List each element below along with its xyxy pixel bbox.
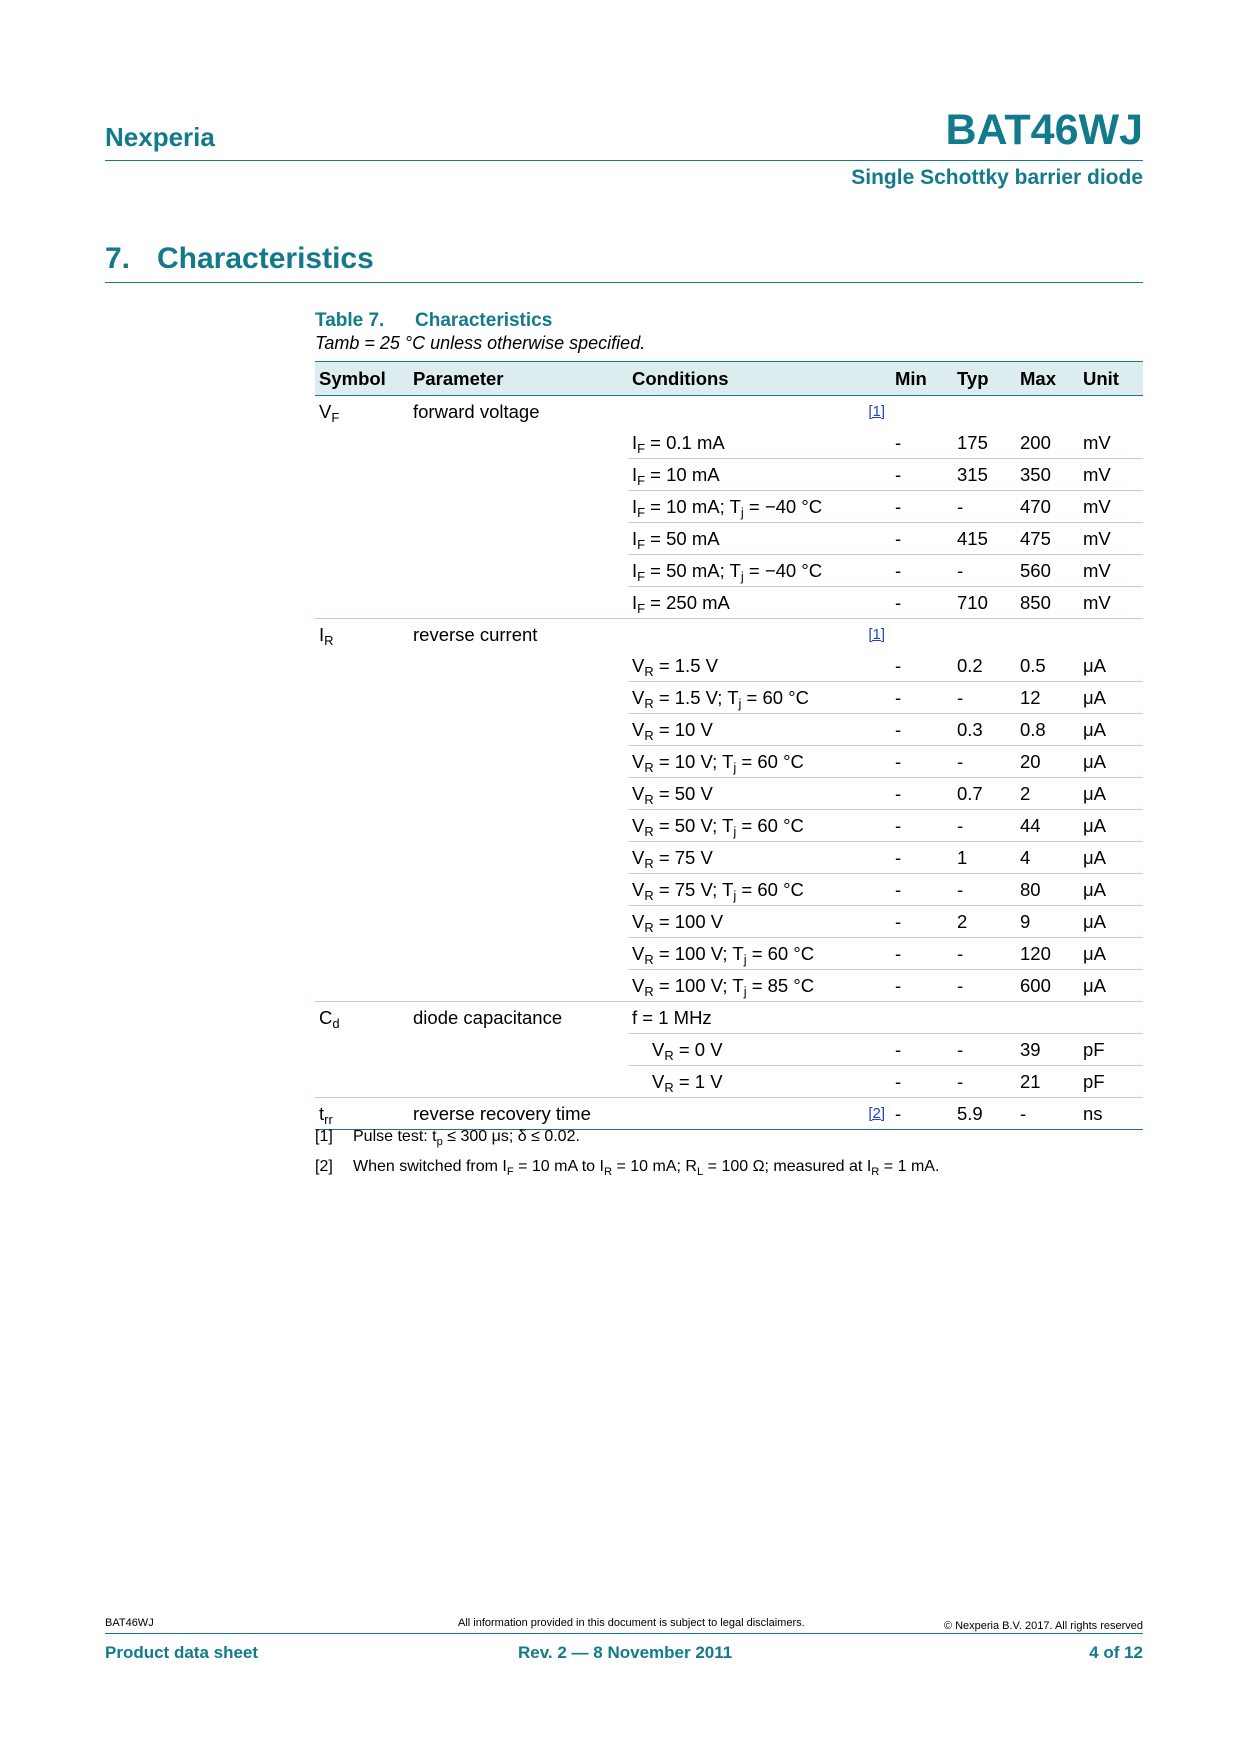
section-title: Characteristics <box>157 242 374 275</box>
min-cell: - <box>891 842 953 874</box>
max-cell: 560 <box>1016 555 1079 587</box>
table-row <box>315 491 1143 523</box>
min-cell: - <box>891 491 953 523</box>
section-divider <box>105 282 1143 283</box>
table-title: Characteristics <box>415 310 553 331</box>
footer-revision: Rev. 2 — 8 November 2011 <box>518 1643 733 1662</box>
typ-cell: 0.2 <box>953 650 1016 682</box>
unit-cell: mV <box>1079 459 1143 491</box>
header-divider <box>105 160 1143 161</box>
max-cell: 0.8 <box>1016 714 1079 746</box>
col-header-parameter: Parameter <box>409 362 628 396</box>
conditions-cell <box>628 619 891 651</box>
max-cell: 44 <box>1016 810 1079 842</box>
max-cell: 350 <box>1016 459 1079 491</box>
min-cell: - <box>895 974 902 996</box>
unit-cell: μA <box>1079 906 1143 938</box>
section-heading <box>105 242 374 276</box>
min-cell: - <box>891 810 953 842</box>
table-row <box>315 714 1143 746</box>
min-cell: - <box>891 1098 953 1130</box>
max-cell: 21 <box>1020 1070 1041 1092</box>
parameter-cell: reverse recovery time <box>409 1098 628 1130</box>
parameter-cell: forward voltage <box>409 396 628 428</box>
condition-cell: $V_R = 100$ V; $T_j = 60$ °C <box>628 938 891 970</box>
typ-cell: - <box>953 938 1016 970</box>
condition-cell: $V_R = 10$ V <box>628 714 891 746</box>
typ-cell: - <box>953 874 1016 906</box>
col-header-symbol: Symbol <box>315 362 409 396</box>
parameter-cell: reverse current <box>409 619 628 651</box>
table-row <box>315 459 1143 491</box>
min-cell: - <box>891 427 953 459</box>
footnote-link-1[interactable]: [1] <box>868 626 885 643</box>
max-cell: 200 <box>1016 427 1079 459</box>
typ-cell: - <box>953 682 1016 714</box>
conditions-cell <box>628 1098 891 1130</box>
footnote-label: [2] <box>315 1158 333 1175</box>
condition-cell: $V_R = 50$ V <box>628 778 891 810</box>
footnote-text: When switched from $I_F = 10$ mA to $I_R = 10$ mA; $R_L = 100$ Ω; measured at $I_R = 1$ mA. <box>353 1158 940 1178</box>
max-cell: 470 <box>1016 491 1079 523</box>
min-cell: - <box>891 682 953 714</box>
condition-cell: $V_R = 75$ V <box>628 842 891 874</box>
footnote-2 <box>315 1158 939 1188</box>
unit-cell: μA <box>1079 778 1143 810</box>
max-cell: 600 <box>1020 974 1051 996</box>
min-cell: - <box>891 555 953 587</box>
unit-cell: μA <box>1079 874 1143 906</box>
table-caption <box>315 310 552 332</box>
typ-cell: 1 <box>953 842 1016 874</box>
typ-cell: 710 <box>957 591 988 613</box>
parameter-cell: diode capacitance <box>409 1002 628 1034</box>
table-row <box>315 810 1143 842</box>
table-row <box>315 682 1143 714</box>
condition-cell: $V_R = 1.5$ V; $T_j = 60$ °C <box>628 682 891 714</box>
table-row <box>315 874 1143 906</box>
brand-name: Nexperia <box>105 122 215 152</box>
max-cell: 0.5 <box>1016 650 1079 682</box>
min-cell: - <box>891 523 953 555</box>
condition-cell: $V_R = 1$ V <box>652 1070 723 1095</box>
typ-cell: 0.3 <box>953 714 1016 746</box>
symbol-cell: $C_d$ <box>315 1002 409 1034</box>
condition-cell: $I_F = 50$ mA; $T_j = -40$ °C <box>628 555 891 587</box>
table-row <box>315 1066 1143 1098</box>
unit-cell: μA <box>1079 842 1143 874</box>
condition-cell: $V_R = 10$ V; $T_j = 60$ °C <box>628 746 891 778</box>
typ-cell: 415 <box>953 523 1016 555</box>
footer-copyright: © Nexperia B.V. 2017. All rights reserved <box>943 1620 1143 1632</box>
footnote-label: [1] <box>315 1128 333 1145</box>
unit-cell: μA <box>1083 974 1106 996</box>
symbol-cell: $t_{rr}$ <box>315 1098 409 1130</box>
condition-cell: $I_F = 0.1$ mA <box>628 427 891 459</box>
table-row <box>315 938 1143 970</box>
typ-cell: 5.9 <box>953 1098 1016 1130</box>
document-title: BAT46WJ <box>945 106 1143 154</box>
max-cell: 12 <box>1016 682 1079 714</box>
table-row <box>315 906 1143 938</box>
footer-disclaimer: All information provided in this document is subject to legal disclaimers. <box>458 1617 805 1629</box>
min-cell: - <box>891 714 953 746</box>
table-row <box>315 778 1143 810</box>
condition-cell: $I_F = 10$ mA <box>628 459 891 491</box>
unit-cell: μA <box>1079 810 1143 842</box>
max-cell: 120 <box>1016 938 1079 970</box>
symbol-cell: $V_F$ <box>315 396 409 428</box>
table-footnotes <box>315 1128 939 1188</box>
col-header-min: Min <box>891 362 953 396</box>
typ-cell: - <box>953 746 1016 778</box>
min-cell: - <box>891 778 953 810</box>
unit-cell: μA <box>1079 714 1143 746</box>
table-header-row <box>315 362 1143 396</box>
table-row <box>315 650 1143 682</box>
table-row <box>315 427 1143 459</box>
characteristics-table <box>315 361 1143 1130</box>
min-cell: - <box>891 459 953 491</box>
footnote-1 <box>315 1128 939 1158</box>
max-cell: 9 <box>1016 906 1079 938</box>
min-cell: - <box>891 874 953 906</box>
typ-cell: - <box>953 1034 1016 1066</box>
unit-cell: μA <box>1079 650 1143 682</box>
condition-cell: $I_F = 10$ mA; $T_j = -40$ °C <box>628 491 891 523</box>
footer-divider <box>105 1633 1143 1634</box>
max-cell: 850 <box>1020 591 1051 613</box>
unit-cell: mV <box>1079 427 1143 459</box>
table-condition-note: Tamb = 25 °C unless otherwise specified. <box>315 333 646 353</box>
table-row <box>315 842 1143 874</box>
table-row <box>315 1002 1143 1034</box>
condition-cell: $V_R = 100$ V <box>628 906 891 938</box>
footnote-link-2[interactable]: [2] <box>868 1105 885 1122</box>
footer-page-number: 4 of 12 <box>1089 1643 1143 1662</box>
typ-cell: - <box>957 1070 964 1092</box>
max-cell: 39 <box>1016 1034 1079 1066</box>
conditions-cell <box>628 396 891 428</box>
table-row <box>315 555 1143 587</box>
unit-cell: mV <box>1079 555 1143 587</box>
unit-cell: ns <box>1079 1098 1143 1130</box>
table-row <box>315 1034 1143 1066</box>
table-number: Table 7. <box>315 310 385 331</box>
table-row <box>315 396 1143 428</box>
min-cell: - <box>891 938 953 970</box>
condition-cell: $I_F = 250$ mA <box>632 591 730 616</box>
unit-cell: μA <box>1079 746 1143 778</box>
min-cell: - <box>891 1034 953 1066</box>
max-cell: 80 <box>1016 874 1079 906</box>
typ-cell: 0.7 <box>953 778 1016 810</box>
min-cell: - <box>891 906 953 938</box>
unit-cell: mV <box>1079 523 1143 555</box>
typ-cell: - <box>953 555 1016 587</box>
typ-cell: 175 <box>953 427 1016 459</box>
footnote-text: Pulse test: $t_p \le 300$ μs; δ ≤ 0.02. <box>353 1128 580 1148</box>
max-cell: 2 <box>1016 778 1079 810</box>
unit-cell: mV <box>1083 591 1111 613</box>
typ-cell: 2 <box>953 906 1016 938</box>
max-cell: - <box>1016 1098 1079 1130</box>
min-cell: - <box>891 650 953 682</box>
condition-cell: $V_R = 1.5$ V <box>628 650 891 682</box>
footnote-link-1[interactable]: [1] <box>868 403 885 420</box>
unit-cell: μA <box>1079 938 1143 970</box>
typ-cell: - <box>953 491 1016 523</box>
unit-cell: mV <box>1079 491 1143 523</box>
min-cell: - <box>891 746 953 778</box>
min-cell: - <box>895 591 902 613</box>
condition-cell: $V_R = 0$ V <box>628 1034 891 1066</box>
table-row <box>315 523 1143 555</box>
conditions-cell: f = 1 MHz <box>628 1002 891 1034</box>
condition-cell: $I_F = 50$ mA <box>628 523 891 555</box>
symbol-cell: $I_R$ <box>315 619 409 651</box>
table-row <box>315 970 1143 1002</box>
footer-doc-id: BAT46WJ <box>105 1617 154 1629</box>
condition-cell: $V_R = 100$ V; $T_j = 85$ °C <box>632 974 815 999</box>
max-cell: 4 <box>1016 842 1079 874</box>
col-header-max: Max <box>1016 362 1079 396</box>
condition-cell: $V_R = 50$ V; $T_j = 60$ °C <box>628 810 891 842</box>
condition-cell: $V_R = 75$ V; $T_j = 60$ °C <box>628 874 891 906</box>
col-header-typ: Typ <box>953 362 1016 396</box>
section-number: 7. <box>105 242 131 275</box>
col-header-conditions: Conditions <box>628 362 891 396</box>
table-row <box>315 1098 1143 1130</box>
unit-cell: pF <box>1083 1070 1105 1092</box>
typ-cell: - <box>953 810 1016 842</box>
min-cell: - <box>895 1070 902 1092</box>
typ-cell: 315 <box>953 459 1016 491</box>
unit-cell: μA <box>1079 682 1143 714</box>
typ-cell: - <box>957 974 964 996</box>
col-header-unit: Unit <box>1079 362 1143 396</box>
footer-doc-type: Product data sheet <box>105 1643 259 1662</box>
document-subtitle: Single Schottky barrier diode <box>851 166 1143 189</box>
max-cell: 20 <box>1016 746 1079 778</box>
unit-cell: pF <box>1079 1034 1143 1066</box>
table-row <box>315 619 1143 651</box>
table-row <box>315 746 1143 778</box>
table-row <box>315 587 1143 619</box>
max-cell: 475 <box>1016 523 1079 555</box>
